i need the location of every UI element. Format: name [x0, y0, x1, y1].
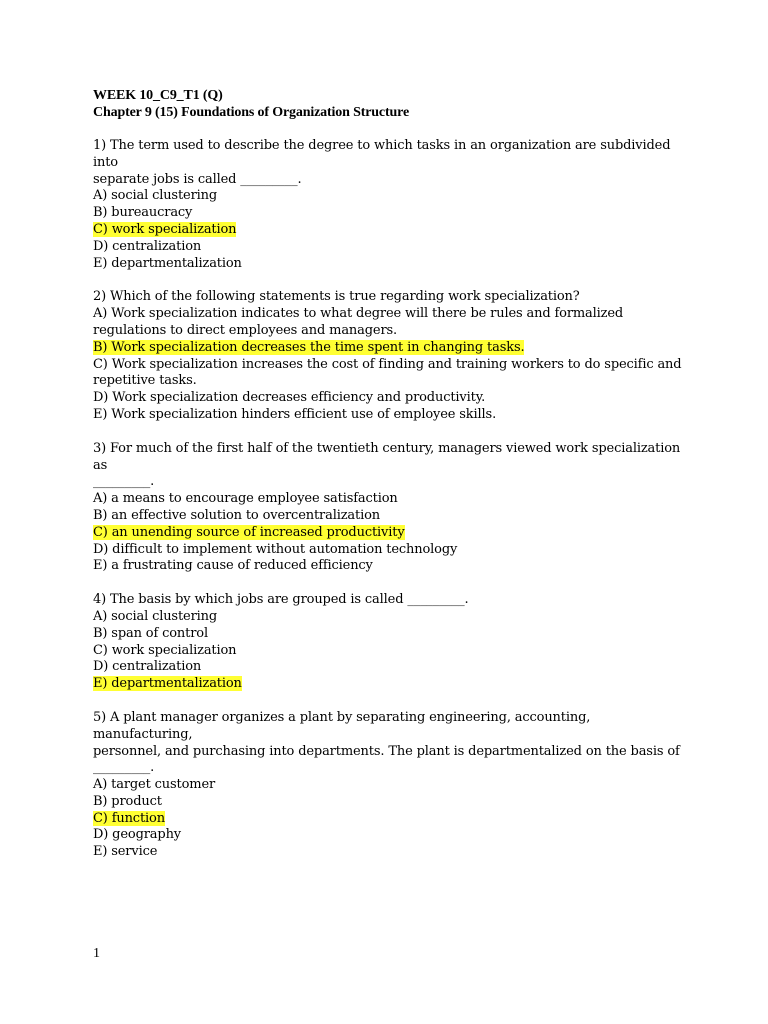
question-2-option-c-cont: repetitive tasks.	[93, 373, 197, 389]
question-2-line-1: 2) Which of the following statements is true regarding work specialization?	[93, 289, 580, 305]
question-1	[93, 138, 693, 272]
question-4-option-b: B) span of control	[93, 625, 208, 641]
question-5-line-2: personnel, and purchasing into departments. The plant is departmentalized on the basis of	[93, 743, 680, 759]
question-1-option-b: B) bureaucracy	[93, 205, 193, 221]
question-5	[93, 710, 693, 861]
question-2-option-b-answer: B) Work specialization decreases the time spent in changing tasks.	[93, 339, 525, 355]
question-3-line-2: _________.	[93, 474, 155, 490]
question-5-option-d: D) geography	[93, 827, 181, 843]
question-2-option-a-cont: regulations to direct employees and managers.	[93, 322, 398, 338]
question-5-option-b: B) product	[93, 793, 162, 809]
question-3-line-1: 3) For much of the first half of the twentieth century, managers viewed work specialization as	[93, 440, 681, 473]
question-1-option-a: A) social clustering	[93, 188, 218, 204]
week-title: WEEK 10_C9_T1 (Q)	[93, 88, 223, 103]
question-1-line-1: 1) The term used to describe the degree to which tasks in an organization are subdivided into	[93, 138, 671, 170]
question-3	[93, 441, 693, 575]
question-4-option-e-answer: E) departmentalization	[93, 676, 242, 692]
question-4-line-1: 4) The basis by which jobs are grouped is called _________.	[93, 592, 469, 608]
question-1-option-d: D) centralization	[93, 238, 202, 254]
question-2-option-e: E) Work specialization hinders efficient use of employee skills.	[93, 406, 497, 422]
question-4-option-d: D) centralization	[93, 659, 202, 675]
question-3-option-c-answer: C) an unending source of increased productivity	[93, 524, 405, 540]
question-5-option-a: A) target customer	[93, 777, 216, 793]
question-2-option-c: C) Work specialization increases the cost of finding and training workers to do specific and	[93, 356, 682, 372]
question-5-line-3: _________.	[93, 760, 155, 776]
spacer	[93, 424, 693, 441]
question-2	[93, 289, 693, 423]
question-4-option-c: C) work specialization	[93, 642, 237, 658]
question-4	[93, 592, 693, 693]
question-3-option-b: B) an effective solution to overcentralization	[93, 507, 380, 523]
question-3-option-e: E) a frustrating cause of reduced efficiency	[93, 558, 373, 574]
question-4-option-a: A) social clustering	[93, 608, 218, 624]
question-5-option-c-answer: C) function	[93, 810, 165, 826]
chapter-title: Chapter 9 (15) Foundations of Organization Structure	[93, 105, 410, 120]
question-5-line-1: 5) A plant manager organizes a plant by separating engineering, accounting, manufacturing,	[93, 709, 591, 742]
page-number: 1	[93, 946, 100, 961]
question-2-option-d: D) Work specialization decreases efficiency and productivity.	[93, 390, 486, 406]
question-3-option-d: D) difficult to implement without automation technology	[93, 541, 458, 557]
spacer	[93, 121, 693, 138]
document-page	[93, 87, 693, 861]
spacer	[93, 693, 693, 710]
question-2-option-a: A) Work specialization indicates to what degree will there be rules and formalized	[93, 306, 624, 322]
spacer	[93, 575, 693, 592]
question-1-option-e: E) departmentalization	[93, 255, 242, 271]
question-1-line-2: separate jobs is called _________.	[93, 171, 302, 187]
question-3-option-a: A) a means to encourage employee satisfaction	[93, 491, 398, 507]
question-1-option-c-answer: C) work specialization	[93, 221, 237, 237]
spacer	[93, 272, 693, 289]
question-5-option-e: E) service	[93, 844, 158, 860]
